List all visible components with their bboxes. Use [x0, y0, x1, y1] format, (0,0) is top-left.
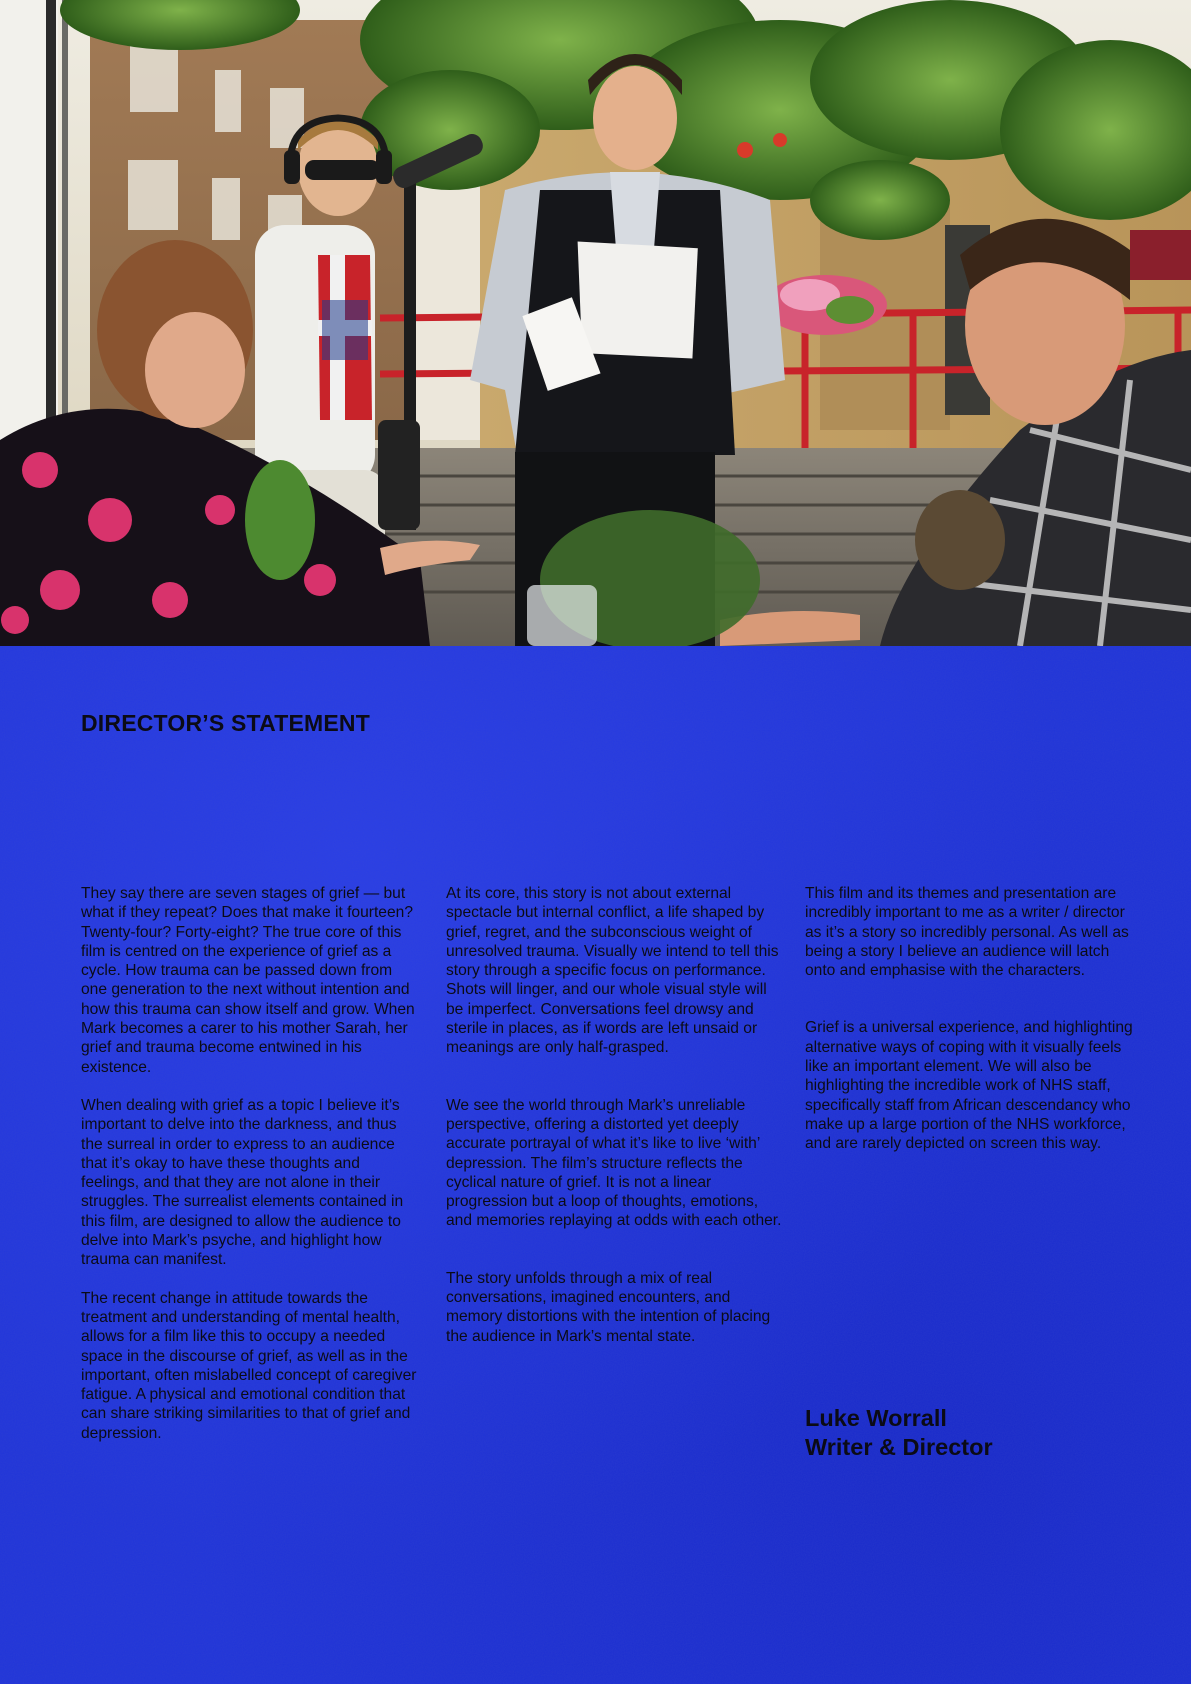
statement-column-1	[81, 884, 421, 1462]
paragraph: This film and its themes and presentation are incredibly important to me as a writer / director as it’s a story so incredibly personal. As well as being a story I believe an audience will latch onto and emphasise with the characters.	[805, 885, 1129, 980]
paragraph: Grief is a universal experience, and highlighting alternative ways of coping with it visually feels like an important element. We will also be highlighting the incredible work of NHS staff, specifically staff from African descendancy who make up a large portion of the NHS workforce, and are rarely depicted on screen this way.	[805, 1019, 1133, 1153]
statement-column-2	[446, 884, 782, 1384]
paragraph: When dealing with grief as a topic I believe it’s important to delve into the darkness, and thus the surreal in order to express to an audience that it’s okay to have these thoughts and feelings, and that they are not alone in their struggles. The surrealist elements contained in this film, are designed to allow the audience to delve into Mark’s psyche, and highlight how trauma can manifest.	[81, 1096, 404, 1269]
paragraph: We see the world through Mark’s unreliable perspective, offering a distorted yet deeply accurate portrayal of what it’s like to live ‘with’ depression. The film’s structure reflects the cyclical nature of grief. It is not a linear progression but a loop of thoughts, emotions, and memories replaying at odds with each other.	[446, 1096, 782, 1230]
paragraph: They say there are seven stages of grief — but what if they repeat? Does that make it fourteen? Twenty-four? Forty-eight? The true core of this film is centred on the experience of grief as a cycle. How trauma can be passed down from one generation to the next without intention and how this trauma can show itself and grow. When Mark becomes a carer to his mother Sarah, her grief and trauma become entwined in his existence.	[81, 885, 415, 1076]
hero-photo	[0, 0, 1191, 646]
author-role: Writer & Director	[805, 1434, 993, 1460]
author-name: Luke Worrall	[805, 1405, 947, 1431]
signature-block	[805, 1404, 993, 1462]
paragraph: At its core, this story is not about external spectacle but internal conflict, a life shaped by grief, regret, and the subconscious weight of unresolved trauma. Visually we intend to tell this story through a specific focus on performance. Shots will linger, and our whole visual style will be imperfect. Conversations feel drowsy and sterile in places, as if words are left unsaid or meanings are only half-grasped.	[446, 885, 779, 1057]
statement-column-3	[805, 884, 1137, 1192]
drinking-glass	[527, 585, 597, 646]
paragraph: The story unfolds through a mix of real conversations, imagined encounters, and memory distortions with the intention of placing the audience in Mark’s mental state.	[446, 1269, 771, 1345]
statement-section	[0, 646, 1191, 1684]
page-title: DIRECTOR’S STATEMENT	[81, 710, 370, 736]
paragraph: The recent change in attitude towards the treatment and understanding of mental health, allows for a film like this to occupy a needed space in the discourse of grief, as well as in the important, often mislabelled concept of caregiver fatigue. A physical and emotional condition that can share striking similarities to that of grief and depression.	[81, 1289, 417, 1442]
